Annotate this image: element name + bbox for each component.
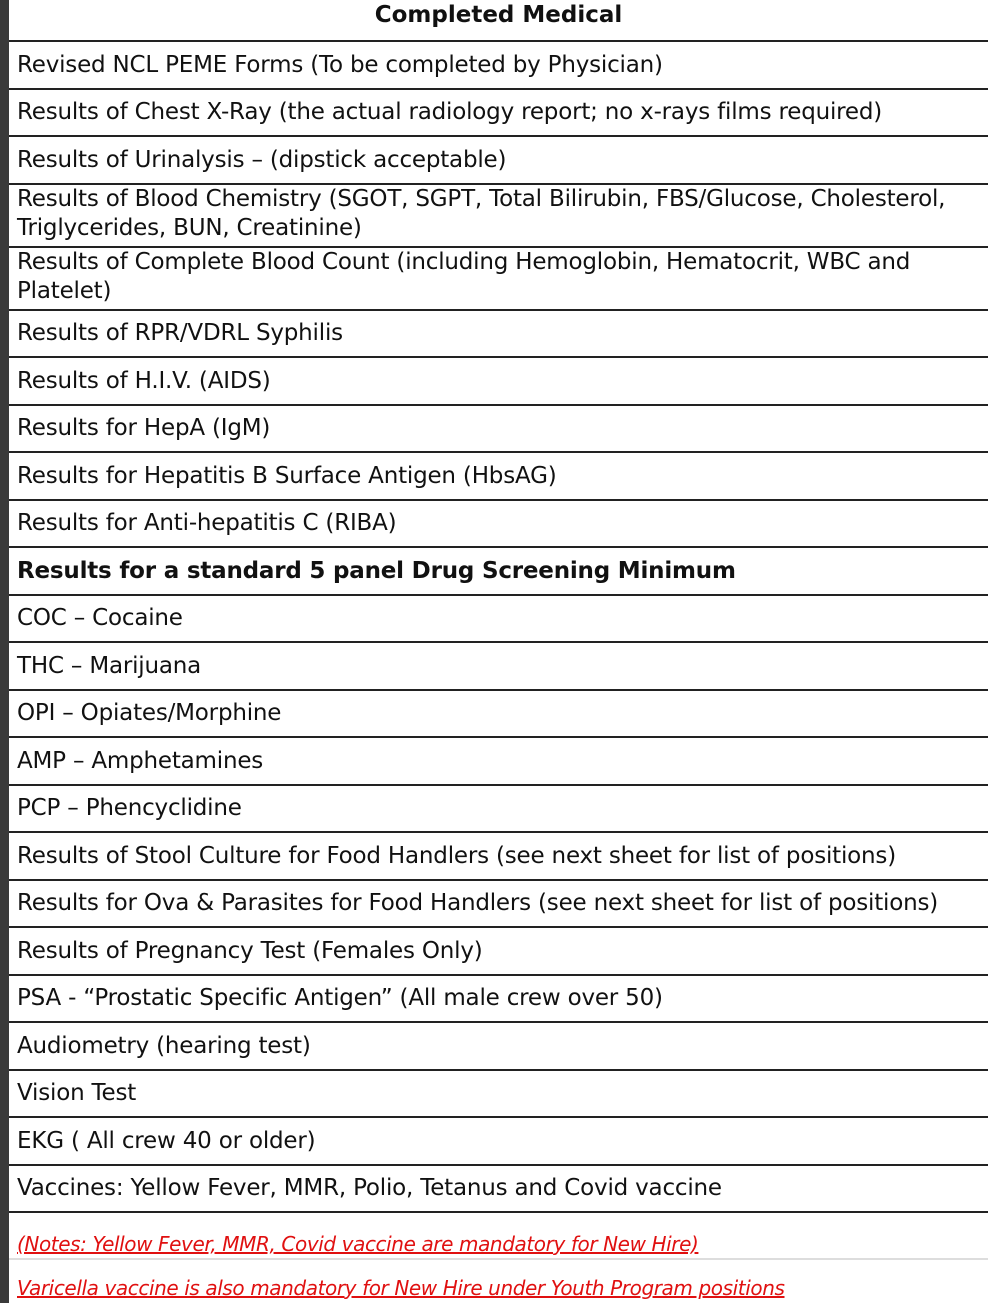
table-row: COC – Cocaine: [9, 596, 988, 644]
table-header: Completed Medical: [9, 0, 988, 42]
table-row: PCP – Phencyclidine: [9, 786, 988, 834]
table-row: Vaccines: Yellow Fever, MMR, Polio, Tetanus and Covid vaccine: [9, 1166, 988, 1214]
table-row: Results for Hepatitis B Surface Antigen (HbsAG): [9, 453, 988, 501]
table-row: Results for HepA (IgM): [9, 406, 988, 454]
medical-requirements-table: [9, 0, 988, 1213]
table-row: OPI – Opiates/Morphine: [9, 691, 988, 739]
table-row: Audiometry (hearing test): [9, 1023, 988, 1071]
table-row: THC – Marijuana: [9, 643, 988, 691]
table-row: Results of H.I.V. (AIDS): [9, 358, 988, 406]
table-row: Results of Pregnancy Test (Females Only): [9, 928, 988, 976]
table-row: Results of Stool Culture for Food Handlers (see next sheet for list of positions): [9, 833, 988, 881]
notes-section: [9, 1210, 988, 1304]
table-row: Results for Ova & Parasites for Food Handlers (see next sheet for list of positions): [9, 881, 988, 929]
left-margin-bar: [0, 0, 9, 1303]
table-row: AMP – Amphetamines: [9, 738, 988, 786]
table-row: Results of Urinalysis – (dipstick acceptable): [9, 137, 988, 185]
table-row: EKG ( All crew 40 or older): [9, 1118, 988, 1166]
table-row: Results of Blood Chemistry (SGOT, SGPT, Total Bilirubin, FBS/Glucose, Cholesterol, Triglycerides, BUN, Creatinine): [9, 185, 988, 248]
table-row: Results of RPR/VDRL Syphilis: [9, 311, 988, 359]
varicella-mandatory-note: Varicella vaccine is also mandatory for New Hire under Youth Program positions: [17, 1276, 785, 1300]
table-row: Results for Anti-hepatitis C (RIBA): [9, 501, 988, 549]
table-row: Vision Test: [9, 1071, 988, 1119]
table-row: PSA - “Prostatic Specific Antigen” (All male crew over 50): [9, 976, 988, 1024]
drug-screening-heading-row: Results for a standard 5 panel Drug Screening Minimum: [9, 548, 988, 596]
table-row: Revised NCL PEME Forms (To be completed by Physician): [9, 42, 988, 90]
table-row: Results of Chest X-Ray (the actual radiology report; no x-rays films required): [9, 90, 988, 138]
vaccine-mandatory-note: (Notes: Yellow Fever, MMR, Covid vaccine are mandatory for New Hire): [9, 1210, 988, 1260]
table-row: Results of Complete Blood Count (including Hemoglobin, Hematocrit, WBC and Platelet): [9, 248, 988, 311]
